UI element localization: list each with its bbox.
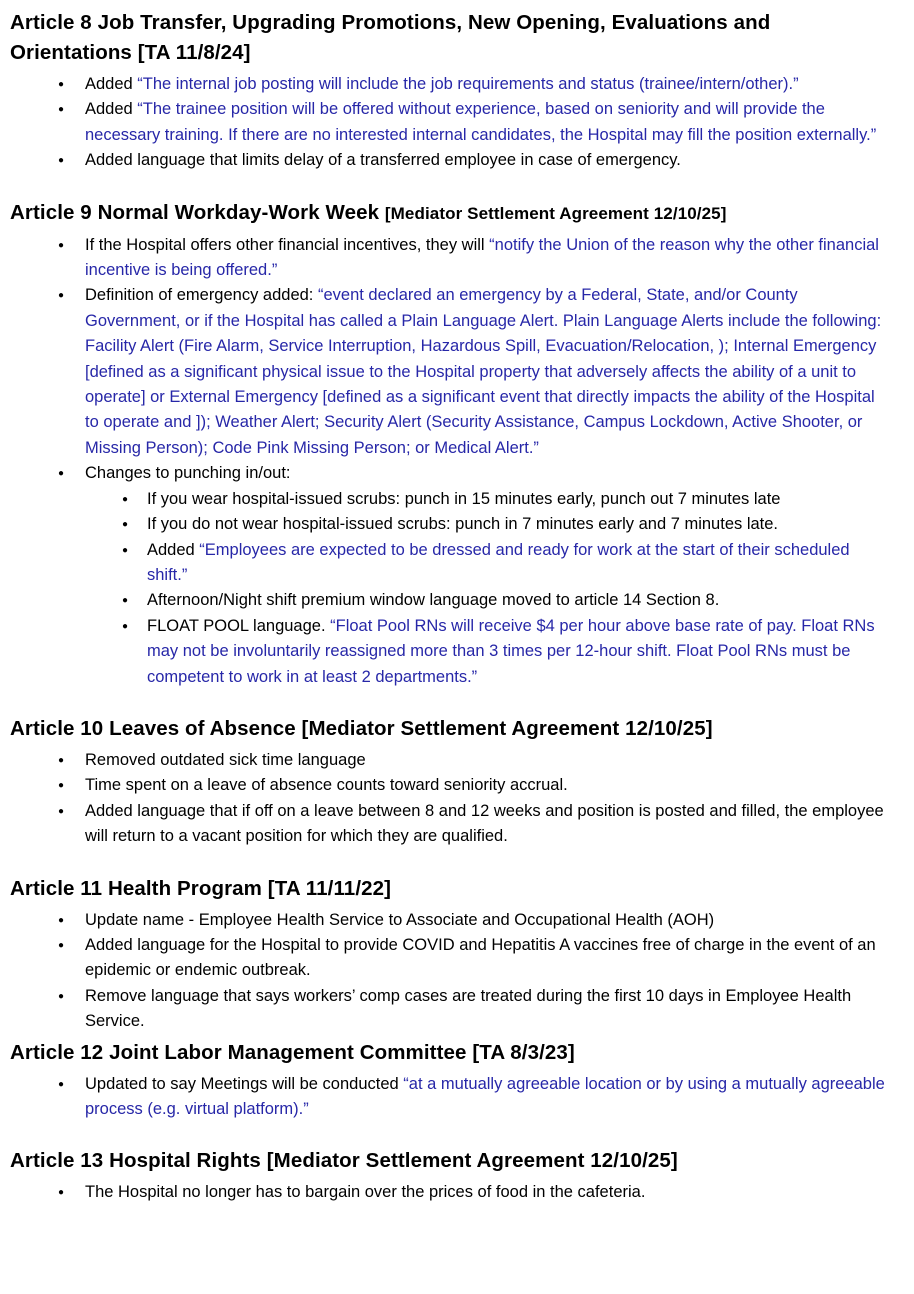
bullet-marker-icon: ● bbox=[58, 290, 65, 302]
section-article-8 bbox=[10, 8, 890, 174]
heading-text: Article 9 Normal Workday-Work Week bbox=[10, 200, 385, 224]
text-run: The Hospital no longer has to bargain over the prices of food in the cafeteria. bbox=[85, 1183, 646, 1202]
heading-text: Article 10 Leaves of Absence [Mediator Settlement Agreement 12/10/25] bbox=[10, 716, 713, 740]
bullet-marker-icon: ● bbox=[58, 990, 65, 1002]
quoted-text-run: “The internal job posting will include the job requirements and status (trainee/intern/other).” bbox=[137, 75, 799, 93]
article-10-heading bbox=[10, 714, 890, 744]
text-run: Afternoon/Night shift premium window language moved to article 14 Section 8. bbox=[147, 591, 720, 610]
bullet-text bbox=[147, 487, 890, 512]
bullet-text bbox=[85, 984, 890, 1035]
bullet-marker-icon: ● bbox=[58, 939, 65, 951]
text-run: Updated to say Meetings will be conducted bbox=[85, 1074, 404, 1093]
section-article-12 bbox=[10, 1038, 890, 1123]
text-run: Added language that limits delay of a transferred employee in case of emergency. bbox=[85, 151, 681, 170]
bullet-text bbox=[85, 97, 890, 148]
bullet-text bbox=[147, 538, 890, 589]
heading-text: Article 8 Job Transfer, Upgrading Promotions, New Opening, Evaluations and Orientations [TA 11/8/24] bbox=[10, 11, 771, 64]
bullet-item bbox=[10, 512, 890, 537]
text-run: If you do not wear hospital-issued scrubs: punch in 7 minutes early and 7 minutes late. bbox=[147, 515, 779, 534]
text-run: Added bbox=[85, 100, 138, 119]
bullet-text bbox=[147, 512, 890, 537]
bullet-item bbox=[10, 538, 890, 589]
text-run: If the Hospital offers other financial incentives, they will bbox=[85, 235, 490, 254]
text-run: Added bbox=[85, 75, 138, 93]
bullet-marker-icon: ● bbox=[122, 595, 129, 607]
bullet-text bbox=[85, 933, 890, 984]
bullet-text bbox=[85, 72, 890, 97]
bullet-marker-icon: ● bbox=[58, 79, 65, 90]
bullet-marker-icon: ● bbox=[122, 620, 129, 632]
bullet-item bbox=[10, 233, 890, 284]
bullet-item bbox=[10, 461, 890, 486]
bullet-item bbox=[10, 97, 890, 148]
bullet-marker-icon: ● bbox=[122, 544, 129, 556]
bullet-marker-icon: ● bbox=[58, 780, 65, 792]
text-run: Added language that if off on a leave between 8 and 12 weeks and position is posted and filled, the employee will return to a vacant position for which they are qualified. bbox=[85, 801, 884, 846]
bullet-item bbox=[10, 72, 890, 97]
bullet-marker-icon: ● bbox=[58, 155, 65, 167]
bullet-marker-icon: ● bbox=[58, 104, 65, 116]
quoted-text-run: “at a mutually agreeable location or by using a mutually agreeable process (e.g. virtual platform).” bbox=[85, 1074, 885, 1118]
bullet-marker-icon: ● bbox=[58, 754, 65, 766]
bullet-text bbox=[85, 283, 890, 461]
text-run: Changes to punching in/out: bbox=[85, 464, 291, 483]
bullet-item bbox=[10, 773, 890, 798]
bullet-text bbox=[147, 614, 890, 690]
bullet-item bbox=[10, 1180, 890, 1205]
bullet-marker-icon: ● bbox=[58, 1187, 65, 1199]
quoted-text-run: “event declared an emergency by a Federal, State, and/or County Government, or if the Hospital has called a Plain Language Alert. Plain Language Alerts include the following: Facility Alert (Fire Alarm, Service Interruption, Hazardous Spill, Evacuation/Relocation, ); Internal Emergency [defined as a significant physical issue to the Hospital property that adversely affects the ability of a unit to operate] or External Emergency [defined as a significant event that directly impacts the ability of the Hospital to operate and ]); Weather Alert; Security Alert (Security Assistance, Campus Lockdown, Active Shooter, or Missing Person); Code Pink Missing Person; or Medical Alert.” bbox=[85, 286, 882, 457]
bullet-text bbox=[85, 748, 890, 773]
text-run: Removed outdated sick time language bbox=[85, 750, 366, 769]
article-12-heading bbox=[10, 1038, 890, 1068]
bullet-text bbox=[85, 908, 890, 933]
quoted-text-run: “Employees are expected to be dressed and ready for work at the start of their scheduled shift.” bbox=[147, 540, 850, 584]
heading-text-bracket: [Mediator Settlement Agreement 12/10/25] bbox=[384, 203, 727, 223]
bullet-item bbox=[10, 984, 890, 1035]
bullet-marker-icon: ● bbox=[122, 493, 129, 505]
quoted-text-run: “The trainee position will be offered without experience, based on seniority and will provide the necessary training. If there are no interested internal candidates, the Hospital may fill the position externally.” bbox=[85, 100, 877, 144]
bullet-text bbox=[85, 148, 890, 173]
section-article-11 bbox=[10, 874, 890, 1035]
bullet-text bbox=[85, 799, 890, 850]
bullet-marker-icon: ● bbox=[58, 914, 65, 926]
bullet-item bbox=[10, 148, 890, 173]
bullet-item bbox=[10, 908, 890, 933]
section-article-10 bbox=[10, 714, 890, 850]
bullet-item bbox=[10, 933, 890, 984]
bullet-text bbox=[85, 1072, 890, 1123]
quoted-text-run: “Float Pool RNs will receive $4 per hour above base rate of pay. Float RNs may not be involuntarily reassigned more than 3 times per 12-hour shift. Float Pool RNs must be competent to work in at least 2 departments.” bbox=[147, 616, 875, 686]
text-run: FLOAT POOL language. bbox=[147, 616, 331, 635]
text-run: If you wear hospital-issued scrubs: punch in 15 minutes early, punch out 7 minutes late bbox=[147, 489, 781, 508]
section-article-9 bbox=[10, 198, 890, 690]
article-13-heading bbox=[10, 1146, 890, 1176]
heading-text: Article 13 Hospital Rights [Mediator Settlement Agreement 12/10/25] bbox=[10, 1149, 678, 1173]
bullet-item bbox=[10, 614, 890, 690]
bullet-item bbox=[10, 487, 890, 512]
section-article-13 bbox=[10, 1146, 890, 1205]
text-run: Definition of emergency added: bbox=[85, 286, 318, 305]
bullet-item bbox=[10, 748, 890, 773]
bullet-marker-icon: ● bbox=[58, 468, 65, 480]
bullet-item bbox=[10, 588, 890, 613]
bullet-item bbox=[10, 1072, 890, 1123]
bullet-marker-icon: ● bbox=[122, 519, 129, 531]
text-run: Remove language that says workers’ comp cases are treated during the first 10 days in Employee Health Service. bbox=[85, 986, 852, 1031]
bullet-item bbox=[10, 283, 890, 461]
text-run: Added bbox=[147, 540, 200, 559]
bullet-marker-icon: ● bbox=[58, 1078, 65, 1090]
text-run: Added language for the Hospital to provide COVID and Hepatitis A vaccines free of charge in the event of an epidemic or endemic outbreak. bbox=[85, 935, 876, 980]
text-run: Time spent on a leave of absence counts toward seniority accrual. bbox=[85, 776, 568, 795]
bullet-item bbox=[10, 799, 890, 850]
bullet-text bbox=[85, 1180, 890, 1205]
quoted-text-run: “notify the Union of the reason why the other financial incentive is being offered.” bbox=[85, 235, 879, 280]
article-11-heading bbox=[10, 874, 890, 904]
text-run: Update name - Employee Health Service to Associate and Occupational Health (AOH) bbox=[85, 910, 715, 929]
bullet-text bbox=[85, 233, 890, 284]
bullet-text bbox=[85, 461, 890, 486]
heading-text: Article 11 Health Program [TA 11/11/22] bbox=[10, 876, 392, 900]
bullet-text bbox=[147, 588, 890, 613]
bullet-marker-icon: ● bbox=[58, 805, 65, 817]
article-9-heading bbox=[10, 198, 890, 229]
heading-text: Article 12 Joint Labor Management Committee [TA 8/3/23] bbox=[10, 1040, 575, 1064]
bullet-marker-icon: ● bbox=[58, 239, 65, 251]
bullet-text bbox=[85, 773, 890, 798]
article-8-heading bbox=[10, 8, 890, 68]
